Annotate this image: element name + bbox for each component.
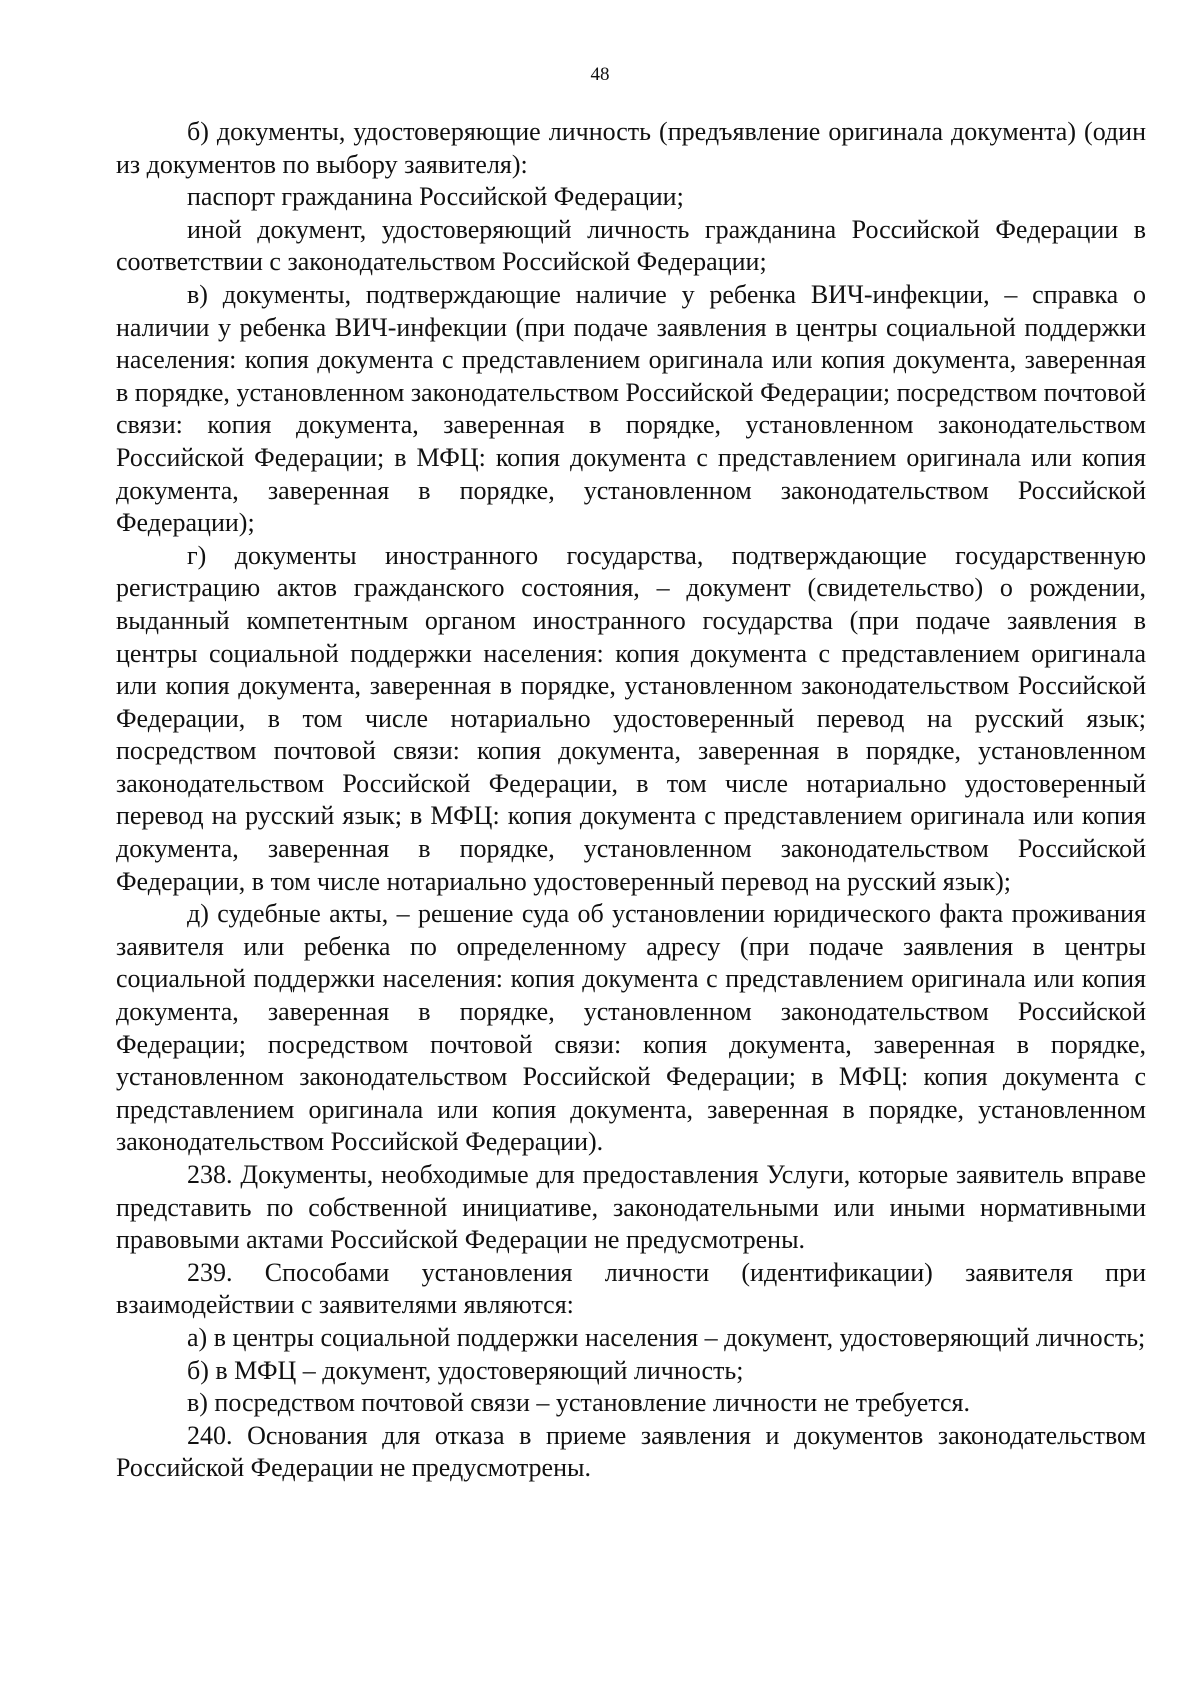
paragraph-239: 239. Способами установления личности (идентификации) заявителя при взаимодействии с заявителями являются: [116, 1257, 1146, 1320]
paragraph-239-b: б) в МФЦ – документ, удостоверяющий личность; [187, 1355, 744, 1385]
page-number: 48 [590, 64, 610, 85]
paragraph-239-v: в) посредством почтовой связи – установление личности не требуется. [187, 1388, 971, 1418]
paragraph-other-id-document: иной документ, удостоверяющий личность гражданина Российской Федерации в соответствии с законодательством Российской Федерации; [116, 214, 1146, 277]
paragraph-240: 240. Основания для отказа в приеме заявления и документов законодательством Российской Федерации не предусмотрены. [116, 1420, 1146, 1483]
paragraph-d-court-acts: д) судебные акты, – решение суда об установлении юридического факта проживания заявителя или ребенка по определенному адресу (при подаче заявления в центры социальной поддержки населения: копия документа с представлением оригинала или копия документа, заверенная в порядке, установленном законодательством Российской Федерации; посредством почтовой связи: копия документа, заверенная в порядке, установленном законодательством Российской Федерации; в МФЦ: копия документа с представлением оригинала или копия документа, заверенная в порядке, установленном законодательством Российской Федерации). [116, 899, 1146, 1157]
paragraph-g-foreign-documents: г) документы иностранного государства, подтверждающие государственную регистрацию актов гражданского состояния, – документ (свидетельство) о рождении, выданный компетентным органом иностранного государства (при подаче заявления в центры социальной поддержки населения: копия документа с представлением оригинала или копия документа, заверенная в порядке, установленном законодательством Российской Федерации, в том числе нотариально удостоверенный перевод на русский язык; посредством почтовой связи: копия документа, заверенная в порядке, установленном законодательством Российской Федерации, в том числе нотариально удостоверенный перевод на русский язык; в МФЦ: копия документа с представлением оригинала или копия документа, заверенная в порядке, установленном законодательством Российской Федерации, в том числе нотариально удостоверенный перевод на русский язык); [116, 540, 1146, 896]
paragraph-passport: паспорт гражданина Российской Федерации; [187, 182, 684, 212]
paragraph-238: 238. Документы, необходимые для предоставления Услуги, которые заявитель вправе представить по собственной инициативе, законодательными или иными нормативными правовыми актами Российской Федерации не предусмотрены. [116, 1160, 1146, 1255]
paragraph-239-a: а) в центры социальной поддержки населения – документ, удостоверяющий личность; [187, 1322, 1146, 1352]
paragraph-b-identity-documents: б) документы, удостоверяющие личность (предъявление оригинала документа) (один из документов по выбору заявителя): [116, 117, 1146, 179]
document-body [116, 116, 1146, 1485]
paragraph-v-hiv-documents: в) документы, подтверждающие наличие у ребенка ВИЧ-инфекции, – справка о наличии у ребенка ВИЧ-инфекции (при подаче заявления в центры социальной поддержки населения: копия документа с представлением оригинала или копия документа, заверенная в порядке, установленном законодательством Российской Федерации; посредством почтовой связи: копия документа, заверенная в порядке, установленном законодательством Российской Федерации; в МФЦ: копия документа с представлением оригинала или копия документа, заверенная в порядке, установленном законодательством Российской Федерации); [116, 279, 1146, 538]
